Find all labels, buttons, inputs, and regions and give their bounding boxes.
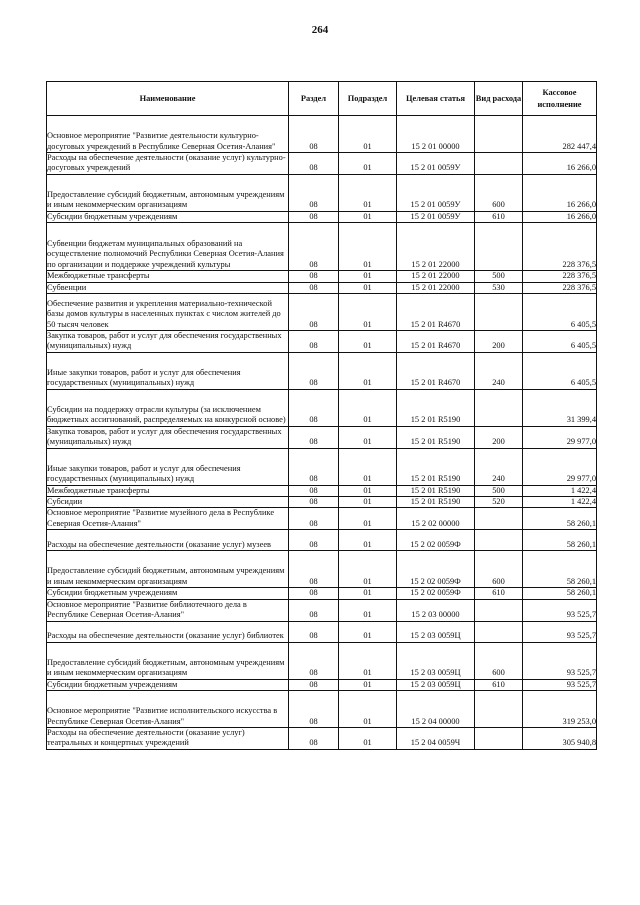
cell-section: 08 <box>289 530 339 551</box>
cell-expense-type: 520 <box>475 497 523 508</box>
cell-subsection: 01 <box>339 508 397 530</box>
header-name: Наименование <box>47 82 289 116</box>
cell-section: 08 <box>289 508 339 530</box>
table-row <box>47 690 597 727</box>
cell-expense-type: 610 <box>475 588 523 599</box>
cell-subsection: 01 <box>339 223 397 271</box>
table-row <box>47 727 597 749</box>
cell-cash: 305 940,8 <box>523 727 597 749</box>
cell-target: 15 2 01 R5190 <box>397 389 475 426</box>
cell-name: Иные закупки товаров, работ и услуг для обеспечения государственных (муниципальных) нужд <box>47 352 289 389</box>
table-row <box>47 331 597 353</box>
cell-cash: 16 266,0 <box>523 153 597 175</box>
cell-target: 15 2 01 22000 <box>397 282 475 293</box>
cell-subsection: 01 <box>339 551 397 588</box>
cell-subsection: 01 <box>339 497 397 508</box>
cell-cash: 29 977,0 <box>523 448 597 485</box>
cell-target: 15 2 01 R5190 <box>397 485 475 496</box>
cell-cash: 93 525,7 <box>523 642 597 679</box>
cell-expense-type: 530 <box>475 282 523 293</box>
cell-subsection: 01 <box>339 599 397 621</box>
cell-expense-type <box>475 153 523 175</box>
cell-subsection: 01 <box>339 282 397 293</box>
table-row <box>47 352 597 389</box>
cell-target: 15 2 02 0059Ф <box>397 530 475 551</box>
cell-expense-type: 200 <box>475 331 523 353</box>
cell-target: 15 2 01 0059У <box>397 153 475 175</box>
cell-name: Субвенции <box>47 282 289 293</box>
cell-expense-type <box>475 530 523 551</box>
cell-subsection: 01 <box>339 211 397 222</box>
cell-name: Расходы на обеспечение деятельности (оказание услуг) музеев <box>47 530 289 551</box>
header-target: Целевая статья <box>397 82 475 116</box>
table-row <box>47 508 597 530</box>
cell-subsection: 01 <box>339 448 397 485</box>
cell-expense-type <box>475 389 523 426</box>
header-cash: Кассовое исполнение <box>523 82 597 116</box>
cell-cash: 31 399,4 <box>523 389 597 426</box>
cell-subsection: 01 <box>339 294 397 331</box>
cell-subsection: 01 <box>339 331 397 353</box>
cell-subsection: 01 <box>339 485 397 496</box>
cell-name: Закупка товаров, работ и услуг для обеспечения государственных (муниципальных) нужд <box>47 331 289 353</box>
table-row <box>47 271 597 282</box>
cell-name: Основное мероприятие "Развитие библиотечного дела в Республике Северная Осетия-Алания" <box>47 599 289 621</box>
cell-cash: 58 260,1 <box>523 588 597 599</box>
cell-target: 15 2 02 0059Ф <box>397 551 475 588</box>
table-row <box>47 530 597 551</box>
cell-cash: 58 260,1 <box>523 551 597 588</box>
table-row <box>47 497 597 508</box>
cell-name: Субвенции бюджетам муниципальных образований на осуществление полномочий Республики Северная Осетия-Алания по организации и поддержке учреждений культуры <box>47 223 289 271</box>
cell-name: Субсидии <box>47 497 289 508</box>
table-row <box>47 153 597 175</box>
cell-expense-type: 610 <box>475 679 523 690</box>
cell-section: 08 <box>289 426 339 448</box>
cell-section: 08 <box>289 211 339 222</box>
cell-expense-type: 600 <box>475 174 523 211</box>
cell-name: Расходы на обеспечение деятельности (оказание услуг) библиотек <box>47 621 289 642</box>
table-row <box>47 679 597 690</box>
table-row <box>47 642 597 679</box>
cell-section: 08 <box>289 352 339 389</box>
cell-target: 15 2 01 R4670 <box>397 331 475 353</box>
cell-name: Закупка товаров, работ и услуг для обеспечения государственных (муниципальных) нужд <box>47 426 289 448</box>
cell-expense-type <box>475 294 523 331</box>
cell-subsection: 01 <box>339 116 397 153</box>
cell-target: 15 2 01 0059У <box>397 174 475 211</box>
page-number: 264 <box>311 24 329 36</box>
table-row <box>47 599 597 621</box>
cell-subsection: 01 <box>339 352 397 389</box>
budget-table <box>46 81 597 750</box>
cell-cash: 228 376,5 <box>523 223 597 271</box>
cell-expense-type: 600 <box>475 642 523 679</box>
table-row <box>47 116 597 153</box>
cell-cash: 319 253,0 <box>523 690 597 727</box>
cell-cash: 282 447,4 <box>523 116 597 153</box>
table-row <box>47 426 597 448</box>
cell-cash: 6 405,5 <box>523 294 597 331</box>
cell-expense-type <box>475 223 523 271</box>
cell-section: 08 <box>289 599 339 621</box>
cell-cash: 228 376,5 <box>523 282 597 293</box>
cell-name: Межбюджетные трансферты <box>47 271 289 282</box>
cell-cash: 93 525,7 <box>523 679 597 690</box>
cell-section: 08 <box>289 642 339 679</box>
cell-subsection: 01 <box>339 174 397 211</box>
cell-section: 08 <box>289 485 339 496</box>
cell-cash: 1 422,4 <box>523 497 597 508</box>
table-row <box>47 282 597 293</box>
cell-cash: 16 266,0 <box>523 174 597 211</box>
table-row <box>47 389 597 426</box>
cell-expense-type <box>475 599 523 621</box>
cell-target: 15 2 01 R5190 <box>397 497 475 508</box>
cell-target: 15 2 03 00000 <box>397 599 475 621</box>
cell-expense-type <box>475 727 523 749</box>
cell-cash: 1 422,4 <box>523 485 597 496</box>
cell-expense-type: 500 <box>475 485 523 496</box>
cell-target: 15 2 03 0059Ц <box>397 621 475 642</box>
cell-section: 08 <box>289 621 339 642</box>
cell-cash: 228 376,5 <box>523 271 597 282</box>
cell-expense-type: 500 <box>475 271 523 282</box>
cell-name: Субсидии бюджетным учреждениям <box>47 679 289 690</box>
table-body <box>47 116 597 750</box>
cell-name: Расходы на обеспечение деятельности (оказание услуг) театральных и концертных учреждений <box>47 727 289 749</box>
cell-section: 08 <box>289 727 339 749</box>
cell-expense-type: 600 <box>475 551 523 588</box>
cell-subsection: 01 <box>339 588 397 599</box>
cell-target: 15 2 04 0059Ч <box>397 727 475 749</box>
table-row <box>47 588 597 599</box>
cell-target: 15 2 03 0059Ц <box>397 642 475 679</box>
cell-name: Основное мероприятие "Развитие музейного дела в Республике Северная Осетия-Алания" <box>47 508 289 530</box>
cell-target: 15 2 04 00000 <box>397 690 475 727</box>
cell-subsection: 01 <box>339 530 397 551</box>
cell-section: 08 <box>289 223 339 271</box>
cell-expense-type: 240 <box>475 352 523 389</box>
cell-section: 08 <box>289 389 339 426</box>
cell-name: Предоставление субсидий бюджетным, автономным учреждениям и иным некоммерческим организациям <box>47 551 289 588</box>
cell-subsection: 01 <box>339 690 397 727</box>
cell-name: Субсидии бюджетным учреждениям <box>47 588 289 599</box>
cell-expense-type <box>475 621 523 642</box>
cell-section: 08 <box>289 690 339 727</box>
cell-expense-type: 610 <box>475 211 523 222</box>
cell-name: Расходы на обеспечение деятельности (оказание услуг) культурно-досуговых учреждений <box>47 153 289 175</box>
cell-name: Субсидии бюджетным учреждениям <box>47 211 289 222</box>
cell-cash: 58 260,1 <box>523 530 597 551</box>
cell-target: 15 2 01 R5190 <box>397 426 475 448</box>
cell-section: 08 <box>289 331 339 353</box>
cell-name: Иные закупки товаров, работ и услуг для обеспечения государственных (муниципальных) нужд <box>47 448 289 485</box>
cell-name: Межбюджетные трансферты <box>47 485 289 496</box>
cell-target: 15 2 03 0059Ц <box>397 679 475 690</box>
cell-subsection: 01 <box>339 621 397 642</box>
cell-subsection: 01 <box>339 426 397 448</box>
table-row <box>47 174 597 211</box>
cell-subsection: 01 <box>339 727 397 749</box>
cell-section: 08 <box>289 153 339 175</box>
cell-name: Обеспечение развития и укрепления материально-технической базы домов культуры в населенных пунктах с числом жителей до 50 тысяч человек <box>47 294 289 331</box>
cell-cash: 6 405,5 <box>523 331 597 353</box>
cell-target: 15 2 02 00000 <box>397 508 475 530</box>
cell-target: 15 2 01 22000 <box>397 223 475 271</box>
cell-target: 15 2 01 R4670 <box>397 294 475 331</box>
cell-expense-type <box>475 508 523 530</box>
cell-cash: 58 260,1 <box>523 508 597 530</box>
cell-section: 08 <box>289 116 339 153</box>
cell-cash: 93 525,7 <box>523 599 597 621</box>
cell-section: 08 <box>289 174 339 211</box>
cell-section: 08 <box>289 282 339 293</box>
cell-name: Предоставление субсидий бюджетным, автономным учреждениям и иным некоммерческим организациям <box>47 642 289 679</box>
cell-target: 15 2 01 R4670 <box>397 352 475 389</box>
table-row <box>47 211 597 222</box>
cell-cash: 93 525,7 <box>523 621 597 642</box>
cell-section: 08 <box>289 271 339 282</box>
cell-cash: 29 977,0 <box>523 426 597 448</box>
cell-cash: 6 405,5 <box>523 352 597 389</box>
cell-cash: 16 266,0 <box>523 211 597 222</box>
table-row <box>47 485 597 496</box>
header-section: Раздел <box>289 82 339 116</box>
cell-target: 15 2 01 22000 <box>397 271 475 282</box>
cell-section: 08 <box>289 679 339 690</box>
cell-subsection: 01 <box>339 642 397 679</box>
table-row <box>47 223 597 271</box>
cell-section: 08 <box>289 294 339 331</box>
cell-subsection: 01 <box>339 389 397 426</box>
cell-section: 08 <box>289 497 339 508</box>
header-expense-type: Вид расхода <box>475 82 523 116</box>
header-subsection: Подраздел <box>339 82 397 116</box>
cell-expense-type: 200 <box>475 426 523 448</box>
cell-target: 15 2 01 0059У <box>397 211 475 222</box>
cell-target: 15 2 02 0059Ф <box>397 588 475 599</box>
cell-section: 08 <box>289 551 339 588</box>
cell-target: 15 2 01 00000 <box>397 116 475 153</box>
table-row <box>47 551 597 588</box>
cell-expense-type <box>475 116 523 153</box>
cell-target: 15 2 01 R5190 <box>397 448 475 485</box>
cell-expense-type <box>475 690 523 727</box>
cell-name: Предоставление субсидий бюджетным, автономным учреждениям и иным некоммерческим организациям <box>47 174 289 211</box>
cell-name: Субсидии на поддержку отрасли культуры (за исключением бюджетных ассигнований, распределяемых на конкурсной основе) <box>47 389 289 426</box>
cell-name: Основное мероприятие "Развитие исполнительского искусства в Республике Северная Осетия-Алания" <box>47 690 289 727</box>
table-header-row <box>47 82 597 116</box>
cell-subsection: 01 <box>339 153 397 175</box>
cell-section: 08 <box>289 448 339 485</box>
table-row <box>47 448 597 485</box>
table-row <box>47 621 597 642</box>
cell-subsection: 01 <box>339 679 397 690</box>
cell-expense-type: 240 <box>475 448 523 485</box>
cell-section: 08 <box>289 588 339 599</box>
cell-subsection: 01 <box>339 271 397 282</box>
cell-name: Основное мероприятие "Развитие деятельности культурно-досуговых учреждений в Республике Северная Осетия-Алания" <box>47 116 289 153</box>
table-row <box>47 294 597 331</box>
